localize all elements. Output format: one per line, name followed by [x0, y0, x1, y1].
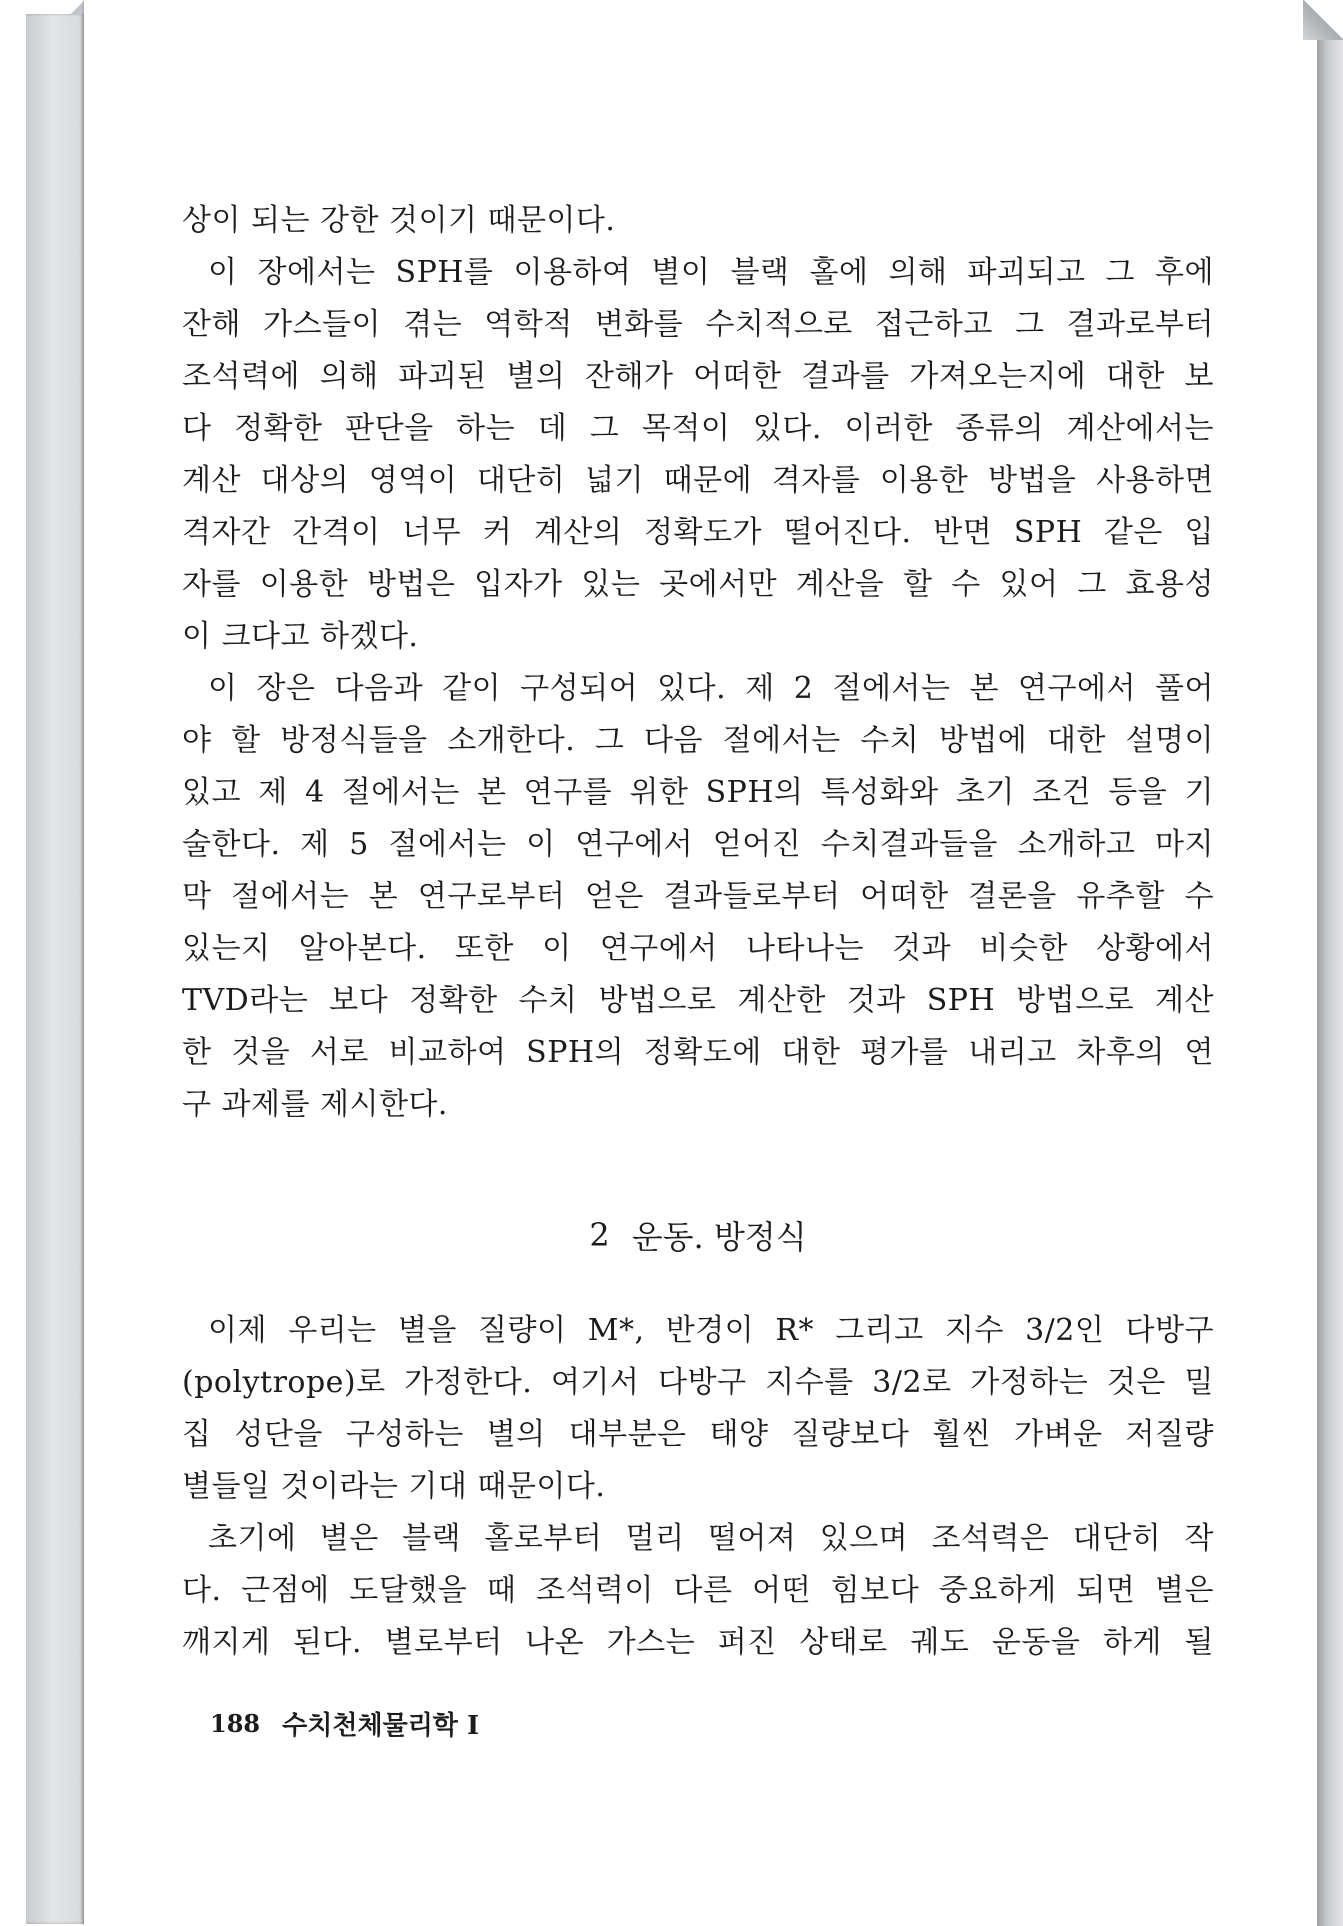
- text-line: 구 과제를 제시한다.: [182, 1087, 448, 1122]
- text-line: 잔해 가스들이 겪는 역학적 변화를 수치적으로 접근하고 그 결과로부터: [182, 307, 1214, 342]
- text-line: 한 것을 서로 비교하여 SPH의 정확도에 대한 평가를 내리고 차후의 연: [182, 1035, 1214, 1070]
- text-line: 이 장에서는 SPH를 이용하여 별이 블랙 홀에 의해 파괴되고 그 후에: [208, 255, 1214, 290]
- text-line: 초기에 별은 블랙 홀로부터 멀리 떨어져 있으며 조석력은 대단히 작: [208, 1521, 1214, 1556]
- text-line: 상이 되는 강한 것이기 때문이다.: [182, 203, 616, 238]
- text-line: 술한다. 제 5 절에서는 이 연구에서 얻어진 수치결과들을 소개하고 마지: [182, 827, 1214, 862]
- book-spine: [26, 14, 84, 1924]
- text-line: 깨지게 된다. 별로부터 나온 가스는 퍼진 상태로 궤도 운동을 하게 될: [182, 1625, 1214, 1660]
- text-line: 이 장은 다음과 같이 구성되어 있다. 제 2 절에서는 본 연구에서 풀어: [208, 671, 1214, 706]
- section-heading: [182, 1205, 1214, 1265]
- text-line: 이제 우리는 별을 질량이 M*, 반경이 R* 그리고 지수 3/2인 다방구: [208, 1313, 1214, 1348]
- text-line: 있고 제 4 절에서는 본 연구를 위한 SPH의 특성화와 초기 조건 등을 기: [182, 775, 1214, 810]
- text-line: 이 크다고 하겠다.: [182, 619, 419, 654]
- book-title: 수치천체물리학 I: [282, 1711, 480, 1741]
- text-line: TVD라는 보다 정확한 수치 방법으로 계산한 것과 SPH 방법으로 계산: [182, 983, 1214, 1018]
- text-line: 있는지 알아본다. 또한 이 연구에서 나타나는 것과 비슷한 상황에서: [182, 931, 1214, 966]
- body-text-bottom: [182, 1305, 1214, 1669]
- page-right-edge: [1317, 0, 1343, 1926]
- page-number: 188: [210, 1709, 261, 1738]
- text-line: 별들일 것이라는 기대 때문이다.: [182, 1469, 606, 1504]
- section-title: 운동. 방정식: [631, 1218, 807, 1256]
- text-line: (polytrope)로 가정한다. 여기서 다방구 지수를 3/2로 가정하는 것은 밀: [182, 1365, 1214, 1400]
- page-right-corner: [1303, 0, 1343, 40]
- page-footer: [210, 1705, 479, 1742]
- text-line: 다. 근점에 도달했을 때 조석력이 다른 어떤 힘보다 중요하게 되면 별은: [182, 1573, 1214, 1608]
- text-line: 다 정확한 판단을 하는 데 그 목적이 있다. 이러한 종류의 계산에서는: [182, 411, 1214, 446]
- section-number: 2: [589, 1216, 610, 1254]
- text-line: 막 절에서는 본 연구로부터 얻은 결과들로부터 어떠한 결론을 유추할 수: [182, 879, 1214, 914]
- body-text-top: [182, 195, 1214, 1131]
- text-line: 야 할 방정식들을 소개한다. 그 다음 절에서는 수치 방법에 대한 설명이: [182, 723, 1214, 758]
- text-line: 격자간 간격이 너무 커 계산의 정확도가 떨어진다. 반면 SPH 같은 입: [182, 515, 1214, 550]
- text-line: 자를 이용한 방법은 입자가 있는 곳에서만 계산을 할 수 있어 그 효용성: [182, 567, 1214, 602]
- text-line: 계산 대상의 영역이 대단히 넓기 때문에 격자를 이용한 방법을 사용하면: [182, 463, 1214, 498]
- text-line: 조석력에 의해 파괴된 별의 잔해가 어떠한 결과를 가져오는지에 대한 보: [182, 359, 1214, 394]
- text-line: 집 성단을 구성하는 별의 대부분은 태양 질량보다 훨씬 가벼운 저질량: [182, 1417, 1214, 1452]
